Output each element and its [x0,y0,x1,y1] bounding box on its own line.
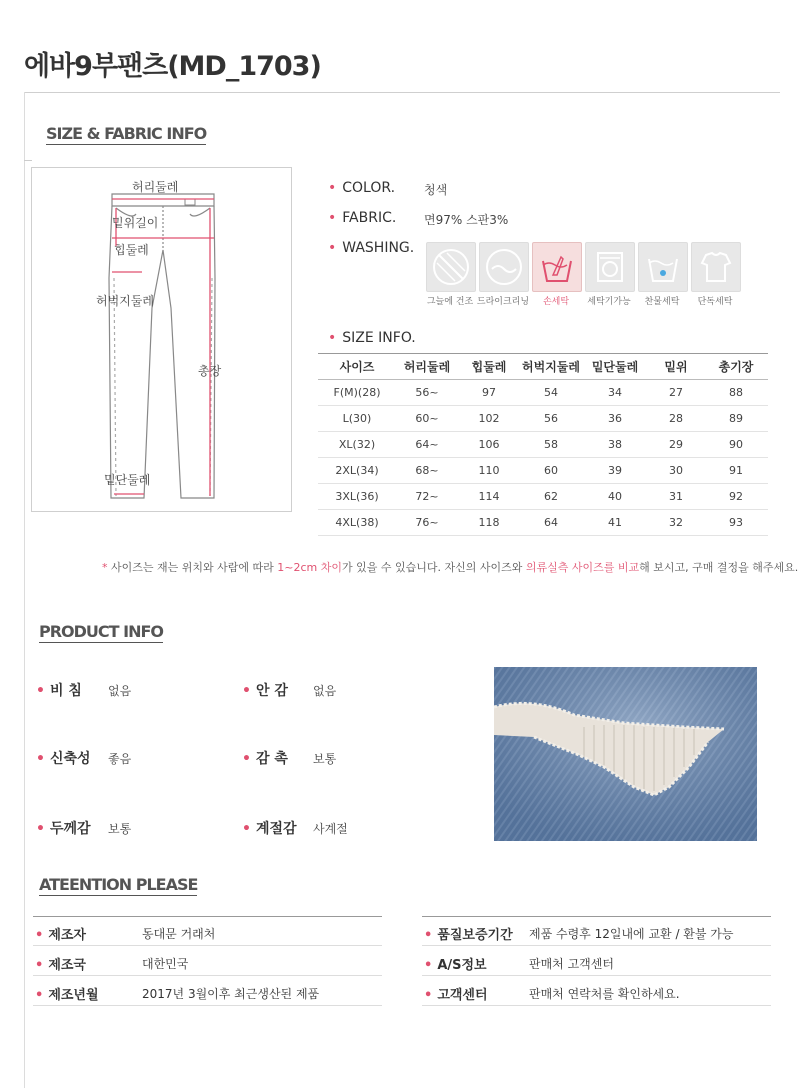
table-cell: 72~ [396,484,458,510]
table-cell: 118 [458,510,520,536]
table-cell: XL(32) [318,432,396,458]
wash-label-6: 단독세탁 [697,297,733,307]
table-cell: 39 [582,458,648,484]
size-fabric-heading: SIZE & FABRIC INFO [46,124,207,143]
attention-heading: ATEENTION PLEASE [39,875,198,894]
hand-wash-icon [532,242,582,292]
table-cell: 3XL(36) [318,484,396,510]
table-cell: 62 [520,484,582,510]
size-col-header: 허리둘레 [396,354,458,380]
table-cell: 89 [704,406,768,432]
table-cell: 88 [704,380,768,406]
attention-label: • 제조년월 [35,988,99,1003]
table-cell: 36 [582,406,648,432]
product-value-thickness: 보통 [108,822,132,836]
table-row [318,458,768,484]
table-cell: 64~ [396,432,458,458]
pants-label-thigh: 허벅지둘레 [96,294,154,308]
product-info-heading: PRODUCT INFO [39,622,164,641]
table-cell: 64 [520,510,582,536]
size-col-header: 사이즈 [318,354,396,380]
product-value-texture: 보통 [313,752,337,766]
table-row [318,380,768,406]
table-row [318,432,768,458]
product-value-lining: 없음 [313,684,337,698]
attention-row [422,917,771,946]
denim-texture [494,667,757,841]
frame-top-rule [24,92,780,93]
pants-label-hem: 밑단둘레 [104,473,151,487]
table-cell: 38 [582,432,648,458]
wash-label-2: 드라이크리닝 [476,297,530,307]
table-cell: 27 [648,380,704,406]
table-cell: 56~ [396,380,458,406]
table-row [318,406,768,432]
table-cell: 41 [582,510,648,536]
product-label-thickness: • 두께감 [36,821,91,837]
size-col-header: 힙둘레 [458,354,520,380]
shade-dry-icon [426,242,476,292]
table-cell: 54 [520,380,582,406]
size-info-label: • SIZE INFO. [328,330,416,346]
table-cell: 29 [648,432,704,458]
washing-label: • WASHING. [328,240,415,256]
denim-photo [494,667,757,841]
table-cell: 76~ [396,510,458,536]
frame-tick [24,160,32,161]
pants-diagram [31,167,292,512]
table-cell: 90 [704,432,768,458]
table-cell: 60~ [396,406,458,432]
pants-illustration [32,168,291,511]
table-cell: 31 [648,484,704,510]
pants-label-hip: 힙둘레 [114,243,149,257]
table-cell: F(M)(28) [318,380,396,406]
washing-machine-icon [585,242,635,292]
fabric-value: 면97% 스판3% [424,213,509,227]
attention-label: • 제조자 [35,928,86,943]
wash-label-3: 손세탁 [542,297,570,307]
table-cell: 92 [704,484,768,510]
table-cell: 97 [458,380,520,406]
attention-value: 제품 수령후 12일내에 교환 / 환불 가능 [529,927,734,941]
product-label-lining: • 안 감 [242,683,288,699]
dry-clean-icon [479,242,529,292]
page-title: 에바9부팬츠(MD_1703) [24,51,321,82]
size-note: * 사이즈는 재는 위치와 사람에 따라 1~2cm 차이가 있을 수 있습니다. 자신의 사이즈와 의류실측 사이즈를 비교해 보시고, 구매 결정을 해주세요. [102,561,798,574]
attention-row [33,977,382,1006]
table-cell: 114 [458,484,520,510]
attention-label: • 고객센터 [424,988,488,1003]
attention-label: • 제조국 [35,958,86,973]
attention-row [422,977,771,1006]
table-cell: 91 [704,458,768,484]
attention-value: 동대문 거래처 [142,927,216,941]
product-label-texture: • 감 촉 [242,751,288,767]
product-value-stretch: 좋음 [108,752,132,766]
separate-wash-icon [691,242,741,292]
table-cell: 30 [648,458,704,484]
pants-label-waist: 허리둘레 [132,180,179,194]
color-label: • COLOR. [328,180,396,196]
table-row [318,510,768,536]
table-cell: L(30) [318,406,396,432]
product-label-opacity: • 비 침 [36,683,82,699]
table-cell: 68~ [396,458,458,484]
cold-wash-icon [638,242,688,292]
attention-value: 판매처 연락처를 확인하세요. [529,987,680,1001]
attention-row [33,917,382,946]
table-cell: 110 [458,458,520,484]
table-cell: 102 [458,406,520,432]
size-col-header: 허벅지둘레 [520,354,582,380]
wash-label-4: 세탁기가능 [587,297,631,307]
attention-label: • A/S정보 [424,958,487,973]
table-cell: 40 [582,484,648,510]
color-value: 청색 [424,183,448,197]
pants-label-length: 총장 [198,364,222,378]
product-value-opacity: 없음 [108,684,132,698]
table-cell: 58 [520,432,582,458]
table-row [318,484,768,510]
table-cell: 32 [648,510,704,536]
fabric-label: • FABRIC. [328,210,397,226]
attention-value: 2017년 3월이후 최근생산된 제품 [142,987,320,1001]
table-cell: 56 [520,406,582,432]
wash-label-1: 그늘에 건조 [426,297,474,307]
attention-row [422,947,771,976]
size-col-header: 총기장 [704,354,768,380]
product-label-stretch: • 신축성 [36,751,91,767]
pants-label-rise: 밑위길이 [112,216,159,230]
size-table [318,353,768,536]
wash-label-5: 찬물세탁 [644,297,680,307]
attention-row [33,947,382,976]
table-cell: 4XL(38) [318,510,396,536]
table-cell: 28 [648,406,704,432]
size-table-header [318,354,768,380]
table-cell: 34 [582,380,648,406]
attention-value: 대한민국 [142,957,189,971]
table-cell: 106 [458,432,520,458]
table-cell: 93 [704,510,768,536]
size-col-header: 밑위 [648,354,704,380]
size-col-header: 밑단둘레 [582,354,648,380]
table-cell: 60 [520,458,582,484]
attention-value: 판매처 고객센터 [529,957,614,971]
attention-label: • 품질보증기간 [424,928,513,943]
product-value-season: 사계절 [313,822,348,836]
table-cell: 2XL(34) [318,458,396,484]
frame-left-rule [24,92,25,1088]
product-label-season: • 계절감 [242,821,297,837]
